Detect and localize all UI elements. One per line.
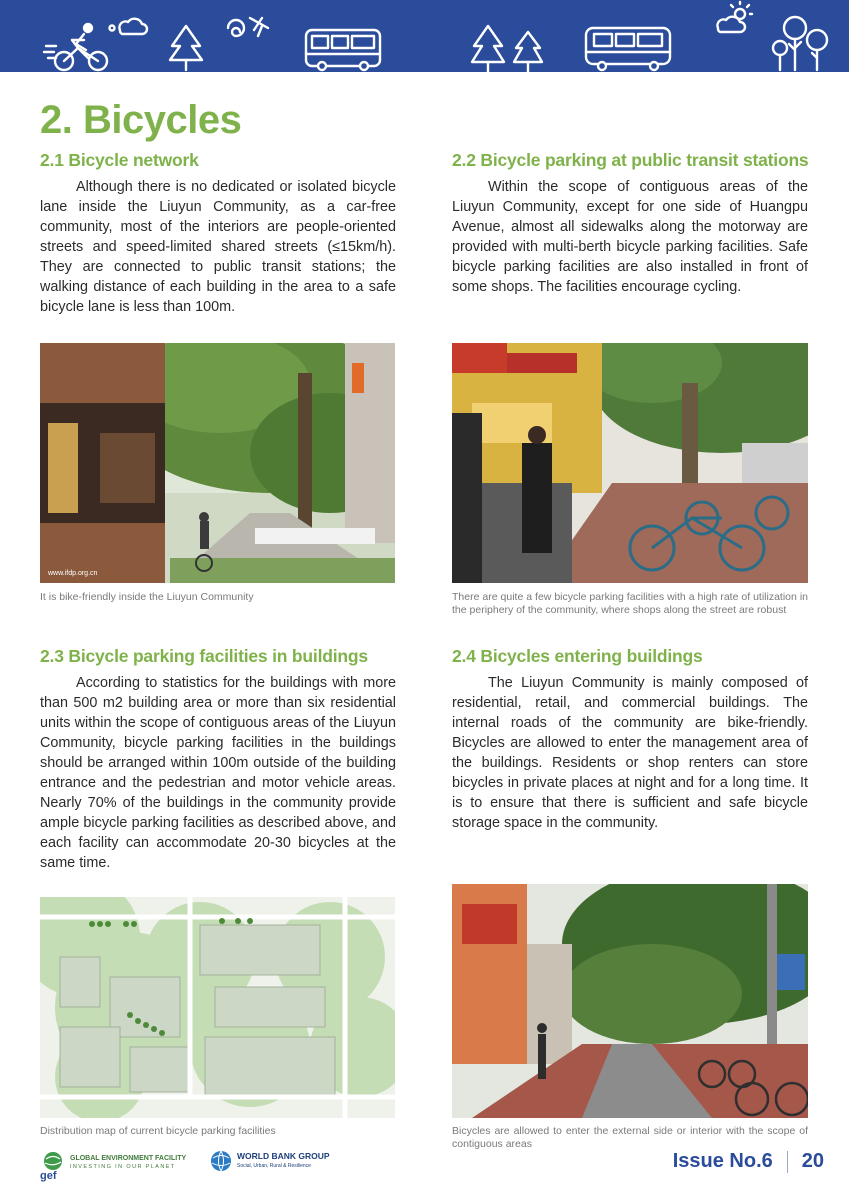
map-caption: Distribution map of current bicycle parking facilities — [40, 1125, 276, 1137]
section-body: Although there is no dedicated or isolated bicycle lane inside the Liuyun Community, as a car-free community, most of the interiors are people-oriented streets and speed-limited shared streets (≤15km/h). They are connected to public transit stations; the walking distance of each building in the area to a safe bicycle lane is less than 100m. — [40, 179, 396, 315]
world-bank-globe-icon — [210, 1150, 232, 1172]
pine-trees-icon — [472, 26, 542, 72]
photo-caption: It is bike-friendly inside the Liuyun Community — [40, 591, 254, 603]
photo-caption: Bicycles are allowed to enter the external side or interior with the scope of contiguous areas — [452, 1125, 808, 1150]
section-heading: 2.1 Bicycle network — [40, 150, 199, 170]
header-banner — [0, 0, 849, 72]
section-body: The Liuyun Community is mainly composed of residential, retail, and commercial buildings. The internal roads of the community are bike-friendly. Bicycles are allowed to enter the management area of the buildings. Residents or shop renters can store bicycles in private places at night and for a long time. It is to ensure that there is sufficient and safe bicycle storage space in the community. — [452, 675, 808, 831]
issue-number: Issue No.6 — [672, 1150, 773, 1172]
page-title: 2. Bicycles — [40, 98, 242, 142]
section-body: Within the scope of contiguous areas of the Liuyun Community, except for one side of Huangpu Avenue, almost all sidewalks along the motorway are provided with multi-berth bicycle parking facilities. Safe bicycle parking facilities are also installed in front of some shops. The facilities encourage cycling. — [452, 179, 808, 295]
map-bicycle-parking-distribution — [40, 897, 395, 1118]
wbg-name: WORLD BANK GROUP — [237, 1151, 330, 1161]
section-body: According to statistics for the buildings with more than 500 m2 building area or more than six residential units within the scope of contiguous areas of the Liuyun Community, bicycle parking facilities in the buildings should be arranged within 100m outside of the building entrance and the pedestrian and motor vehicle areas. Nearly 70% of the buildings in the community provide ample bicycle parking facilities as described above, and each facility can accommodate 20-30 bicycles at the same time. — [40, 675, 396, 871]
sun-cloud-icon — [717, 2, 752, 32]
section-transit-parking — [452, 150, 808, 297]
bus-icon-right — [586, 28, 670, 70]
section-building-parking — [40, 646, 396, 873]
gef-name: GLOBAL ENVIRONMENT FACILITY — [70, 1155, 187, 1162]
cyclist-icon — [44, 24, 107, 70]
section-bicycles-entering — [452, 646, 808, 833]
photo-watermark: www.ifdp.org.cn — [48, 570, 98, 577]
pine-tree-icon — [170, 26, 202, 70]
cloud-icon — [119, 19, 147, 34]
issue-footer — [673, 1150, 824, 1173]
section-heading: 2.3 Bicycle parking facilities in buildings — [40, 646, 368, 666]
wind-swirl-icon — [228, 18, 268, 36]
page-number: 20 — [801, 1150, 824, 1172]
banner-icons — [0, 0, 849, 72]
photo-bike-friendly-street — [40, 343, 395, 583]
gef-tagline: INVESTING IN OUR PLANET — [70, 1164, 176, 1170]
section-bicycle-network — [40, 150, 396, 317]
section-heading: 2.4 Bicycles entering buildings — [452, 646, 703, 666]
world-bank-logo — [210, 1150, 330, 1172]
photo-sidewalk-bike-parking — [452, 343, 808, 583]
gef-logo — [40, 1150, 187, 1182]
section-heading: 2.2 Bicycle parking at public transit stations — [452, 150, 809, 170]
gef-short: gef — [40, 1170, 57, 1182]
footer-divider — [787, 1151, 788, 1173]
bus-icon — [306, 30, 380, 70]
wbg-tagline: Social, Urban, Rural & Resilience — [237, 1163, 311, 1169]
round-trees-icon — [773, 17, 827, 70]
photo-caption: There are quite a few bicycle parking facilities with a high rate of utilization in the periphery of the community, where shops along the street are robust — [452, 591, 808, 616]
photo-bicycles-entering — [452, 884, 808, 1118]
